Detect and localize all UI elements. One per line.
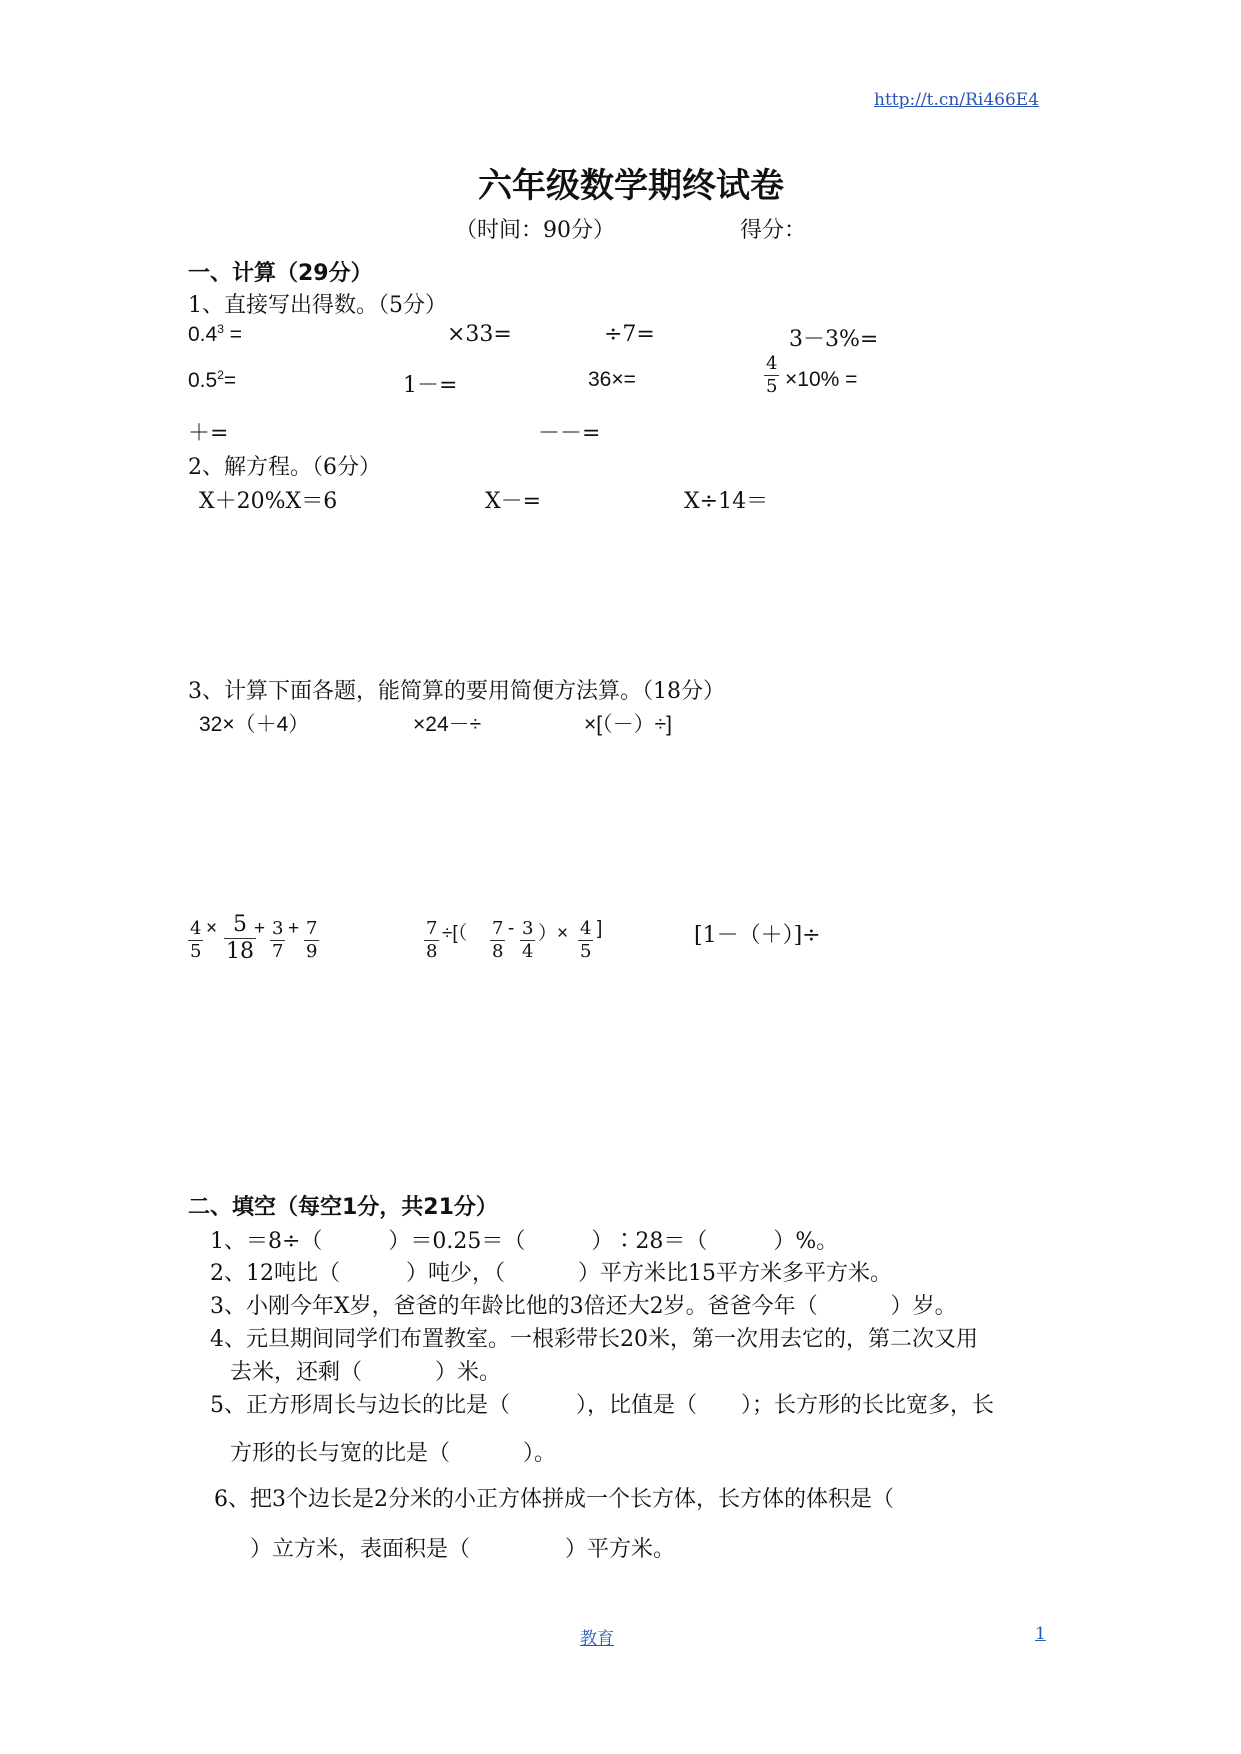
q2-equation2: X－= <box>485 489 542 514</box>
section2-heading: 二、填空（每空1分，共21分） <box>188 1195 498 1220</box>
q3-expr2-op1: ÷[（ <box>442 923 468 944</box>
q1-row2-item4: ×10% = <box>785 368 858 391</box>
q1-row3-item2: －－= <box>538 421 601 446</box>
exam-time: （时间：90分） <box>455 218 615 243</box>
q2-equation3: X÷14＝ <box>684 489 769 514</box>
q3-expr2-op2: - <box>508 918 515 939</box>
q3-expr1-frac3: 3 7 <box>272 918 284 962</box>
q1-row1-item4: 3－3%= <box>789 327 879 352</box>
q3-expr1-op2: + <box>254 918 266 939</box>
q3-expr2-frac3: 3 4 <box>522 918 534 962</box>
footer-link[interactable]: 教育 <box>580 1629 614 1649</box>
fill-item-1: 1、＝8÷（ ）＝0.25＝（ ）∶28＝（ ）%。 <box>210 1229 839 1254</box>
q1-row2-frac-den: 5 <box>766 376 778 397</box>
section1-heading: 一、计算（29分） <box>188 261 373 286</box>
q3-expr3: [1－（＋）]÷ <box>694 923 821 948</box>
q3-expr2-op4: ] <box>597 918 603 939</box>
fill-item-2: 2、12吨比（ ）吨少，（ ）平方米比15平方米多平方米。 <box>210 1261 892 1286</box>
q3-expr-c: ×[（－）÷] <box>584 713 672 736</box>
page-title: 六年级数学期终试卷 <box>478 166 784 206</box>
q3-expr2-op3: ）× <box>538 923 569 944</box>
q3-expr2-frac2: 7 8 <box>492 918 504 962</box>
fill-item-4: 4、元旦期间同学们布置教室。一根彩带长20米，第一次用去它的，第二次又用 <box>210 1327 978 1352</box>
q3-expr2-frac1: 7 8 <box>426 918 438 962</box>
q1-row2-item2: 1－= <box>403 373 458 398</box>
q1-row1-item2: ×33= <box>447 322 512 347</box>
q3-expr1-frac4: 7 9 <box>306 918 318 962</box>
q1-label: 1、直接写出得数。（5分） <box>188 293 447 318</box>
q1-row2-fraction <box>764 353 779 398</box>
q3-expr-a: 32×（＋4） <box>199 713 310 736</box>
q3-label: 3、计算下面各题，能简算的要用简便方法算。（18分） <box>188 679 725 704</box>
q3-expr2-frac4: 4 5 <box>580 918 592 962</box>
q2-equation1: X＋20%X＝6 <box>199 489 338 514</box>
q3-expr1-frac1: 4 5 <box>190 918 202 962</box>
fill-item-3: 3、小刚今年X岁，爸爸的年龄比他的3倍还大2岁。爸爸今年（ ）岁。 <box>210 1294 957 1319</box>
q3-expr1-op3: + <box>288 918 300 939</box>
q2-label: 2、解方程。（6分） <box>188 455 381 480</box>
q1-row3-item1: ＋= <box>188 421 229 446</box>
fill-item-6-cont: ）立方米，表面积是（ ）平方米。 <box>250 1537 675 1562</box>
q1-row1-item3: ÷7= <box>604 322 655 347</box>
q1-row2-item1: $0.5^2=$ <box>188 368 237 392</box>
q3-expr-b: ×24－÷ <box>413 713 482 736</box>
score-label: 得分： <box>740 218 807 243</box>
q1-row2-item3: 36×= <box>588 368 636 391</box>
q3-expr1-frac2: 5 18 <box>226 912 254 964</box>
fill-item-5: 5、正方形周长与边长的比是（ ），比值是（ ）；长方形的长比宽多，长 <box>210 1393 994 1418</box>
fill-item-4-cont: 去米，还剩（ ）米。 <box>230 1360 501 1385</box>
q3-expr1-op1: × <box>206 918 218 939</box>
page-number: 1 <box>1035 1624 1046 1644</box>
fill-item-6: 6、把3个边长是2分米的小正方体拼成一个长方体，长方体的体积是（ <box>214 1487 894 1512</box>
fill-item-5-cont: 方形的长与宽的比是（ ）。 <box>230 1441 556 1466</box>
q1-row1-item1: $0.4^3$ = <box>188 322 242 346</box>
header-url-link[interactable]: http://t.cn/Ri466E4 <box>874 90 1040 110</box>
q1-row2-frac-num: 4 <box>766 353 778 374</box>
